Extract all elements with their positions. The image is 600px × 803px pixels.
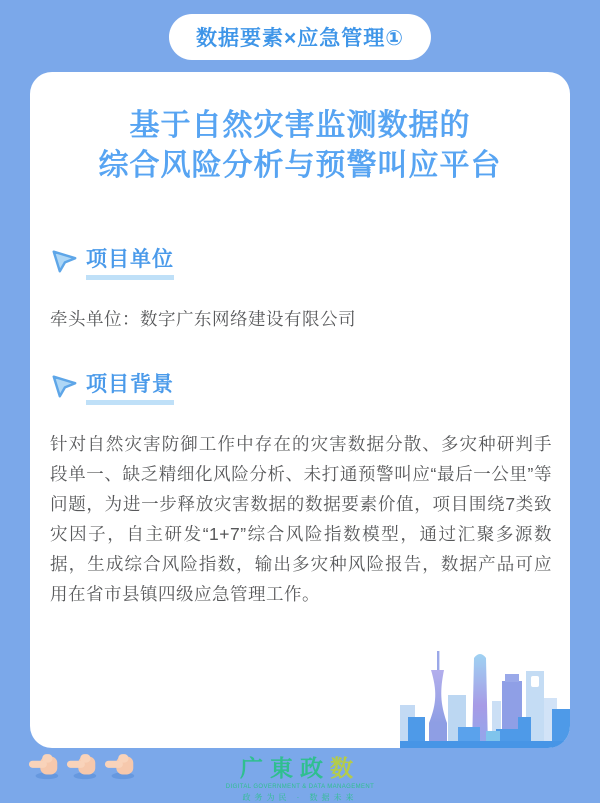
page-title-line-1: 基于自然灾害监测数据的: [129, 109, 471, 142]
section-header-project-background: [50, 371, 570, 401]
cursor-arrow-icon: [50, 247, 78, 275]
brand-logo-main: 广東政: [239, 755, 330, 781]
section-label-project-background: 项目背景: [86, 368, 174, 405]
cursor-arrow-icon: [50, 372, 78, 400]
header-badge-label: 数据要素×应急管理①: [195, 27, 405, 50]
brand-logo: [226, 750, 374, 803]
brand-logo-accent: 数: [329, 755, 360, 781]
backhand-index-pointing-left-icon: [28, 750, 62, 780]
section-label-project-unit: 项目单位: [86, 243, 174, 280]
backhand-index-pointing-left-icon: [104, 750, 138, 780]
project-unit-text: 牵头单位：数字广东网络建设有限公司: [50, 309, 356, 329]
footer-hands: [28, 750, 138, 780]
page-title: [30, 106, 570, 186]
header-badge: [169, 14, 431, 60]
backhand-index-pointing-left-icon: [66, 750, 100, 780]
brand-logo-slogan: 政务为民 · 数据未来: [242, 793, 358, 802]
section-header-project-unit: [50, 246, 570, 276]
project-background-text: 针对自然灾害防御工作中存在的灾害数据分散、多灾种研判手段单一、缺乏精细化风险分析、未打通预警叫应“最后一公里”等问题，为进一步释放灾害数据的数据要素价值，项目围绕7类致灾因子，自主研发“1+7”综合风险指数模型，通过汇聚多源数据，生成综合风险指数，输出多灾种风险报告，数据产品可应用在省市县镇四级应急管理工作。: [50, 434, 552, 604]
city-skyline: [400, 643, 570, 748]
brand-logo-text: [226, 750, 374, 783]
content-card: [30, 72, 570, 748]
page-title-line-2: 综合风险分析与预警叫应平台: [98, 149, 502, 182]
brand-logo-subtitle: DIGITAL GOVERNMENT & DATA MANAGEMENT: [225, 784, 375, 790]
